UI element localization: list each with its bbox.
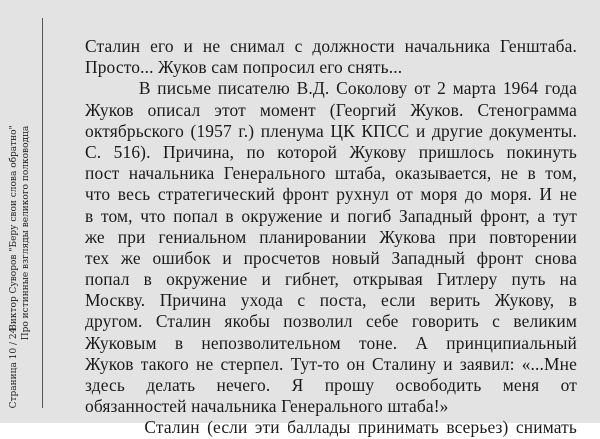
text-line: пост начальника Генерального штаба, оказывается, не в том, bbox=[85, 163, 577, 184]
text-line: Сталин его и не снимал с должности начальника Генштаба. bbox=[85, 36, 577, 56]
text-line: С. 516). Причина, по которой Жукову пришлось покинуть bbox=[85, 141, 577, 162]
text-line: Жуковым в непозволительном тоне. А принципиальный bbox=[85, 332, 577, 353]
author-title: Виктор Суворов "Беру свои слова обратно" bbox=[9, 125, 19, 331]
side-header bbox=[0, 0, 40, 423]
text-line: обязанностей начальника Генерального штаба!» bbox=[85, 396, 449, 417]
text-line: попал в окружение и гибнет, открывая Гитлеру путь на bbox=[85, 269, 577, 290]
header-divider-line bbox=[42, 18, 43, 408]
text-line: что весь стратегический фронт рухнул от моря до моря. И не bbox=[85, 184, 577, 205]
text-line: октябрьского (1957 г.) пленума ЦК КПСС и другие документы. bbox=[85, 120, 577, 141]
text-line: тех же ошибок и просчетов новый Западный фронт снова bbox=[85, 247, 577, 268]
text-line: Сталин (если эти баллады принимать всерьез) снимать bbox=[85, 417, 577, 438]
text-line: здесь делать нечего. Я прошу освободить меня от bbox=[85, 375, 577, 395]
text-line: Жуков такого не стерпел. Тут-то он Сталину и заявил: «...Мне bbox=[85, 353, 577, 374]
text-line: в том, что попал в окружение и погиб Западный фронт, а тут bbox=[85, 205, 577, 226]
text-line: другом. Сталин якобы позволил себе говорить с великим bbox=[85, 311, 577, 332]
text-line: Москву. Причина ухода с поста, если верить Жукову, в bbox=[85, 290, 577, 311]
page-number: Страница 10 / 24 bbox=[9, 327, 19, 409]
text-line: Жуков описал этот момент (Георгий Жуков. Стенограмма bbox=[85, 99, 577, 120]
body-text bbox=[85, 36, 577, 439]
text-line: же при гениальном планировании Жукова при повторении bbox=[85, 226, 577, 247]
book-subtitle: Про истинные взгляды великого полководца bbox=[21, 125, 31, 341]
text-line: В письме писателю В.Д. Соколову от 2 марта 1964 года bbox=[85, 78, 577, 99]
text-line: Просто... Жуков сам попросил его снять... bbox=[85, 57, 403, 78]
